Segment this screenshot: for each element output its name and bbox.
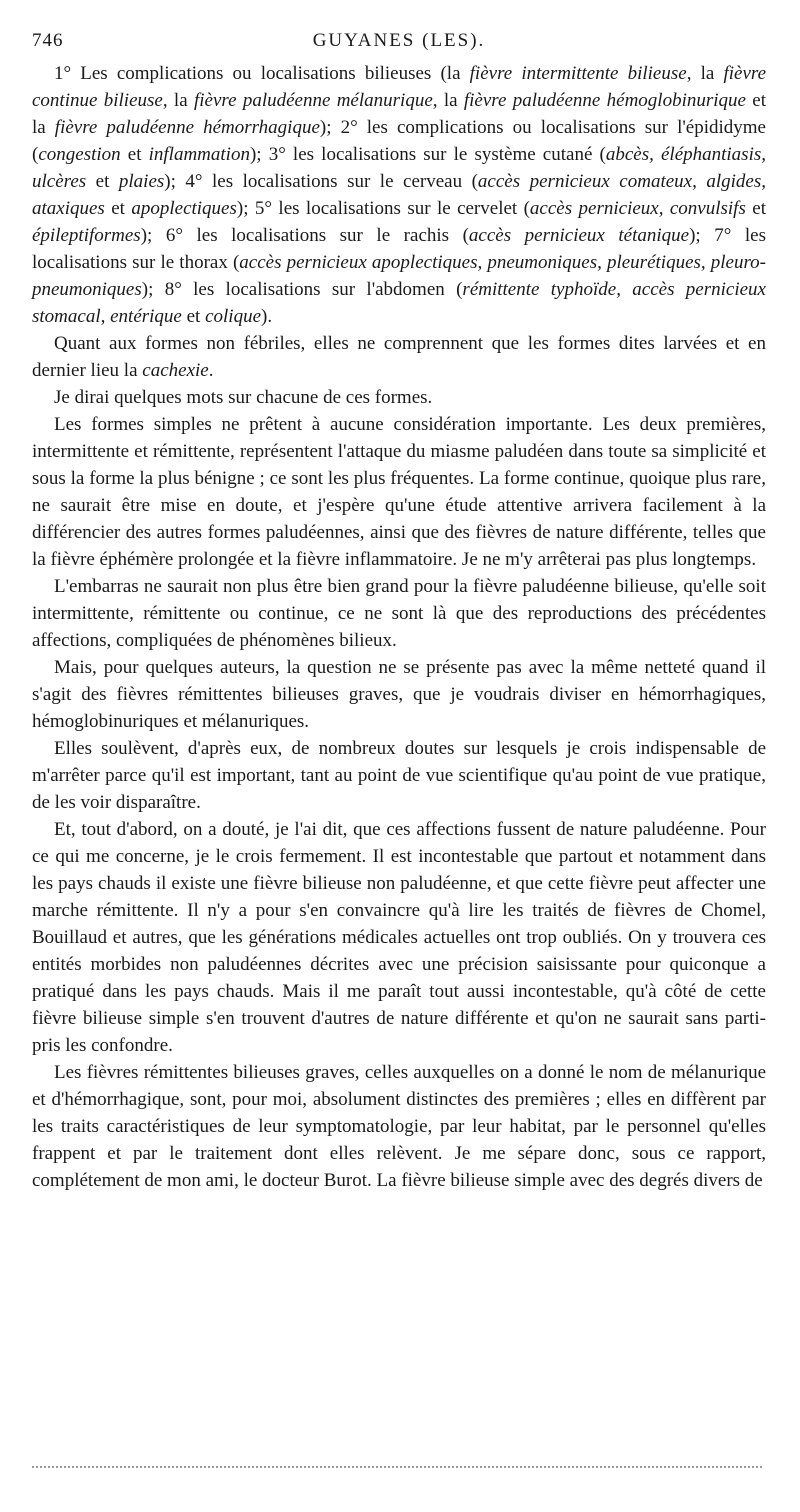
italic-run: fièvre paludéenne mélanurique xyxy=(193,90,433,111)
text-run: Je dirai quelques mots sur chacune de ces formes. xyxy=(54,387,433,408)
italic-run: fièvre paludéenne hémorrhagique xyxy=(54,117,320,138)
italic-run: cachexie xyxy=(142,360,209,381)
text-run: et xyxy=(104,198,132,219)
text-run: ); 6° les localisations sur le rachis ( xyxy=(140,225,469,246)
text-run: Les formes simples ne prêtent à aucune considération importante. Les deux premières, intermittente et rémittente, représentent l'attaque du miasme paludéen dans toute sa simplicité et sous la forme la plus bénigne ; ce sont les plus fréquentes. La forme continue, quoique plus rare, ne saurait être mise en doute, et j'espère qu'une étude attentive arrivera facilement à la différencier des autres formes paludéennes, ainsi que des fièvres de nature différente, telles que la fièvre éphémère prolongée et la fièvre inflammatoire. Je ne m'y arrêterai pas plus longtemps. xyxy=(32,414,766,570)
italic-run: congestion xyxy=(38,144,121,165)
italic-run: abcès, éléphantiasis, ulcères xyxy=(32,144,767,192)
paragraph-2 xyxy=(32,330,766,384)
text-run: ); 2° les complications ou localisations sur l'épididyme ( xyxy=(32,117,766,165)
text-run: et xyxy=(745,198,766,219)
italic-run: plaies xyxy=(118,171,165,192)
footer-dotted-rule xyxy=(32,1466,762,1468)
text-run: ); 4° les localisations sur le cerveau ( xyxy=(164,171,478,192)
text-run: Mais, pour quelques auteurs, la question ne se présente pas avec la même netteté quand il s'agit des fièvres rémittentes bilieuses graves, que je voudrais diviser en hémorrhagiques, hémoglobinuriques et mélanuriques. xyxy=(32,657,766,732)
text-run: et xyxy=(120,144,149,165)
italic-run: colique xyxy=(205,306,262,327)
page-number: 746 xyxy=(32,30,64,51)
text-run: et xyxy=(86,171,119,192)
text-run: L'embarras ne saurait non plus être bien grand pour la fièvre paludéenne bilieuse, qu'elle soit intermittente, rémittente ou continue, ce ne sont là que des reproductions des précédentes affections, compliquées de phénomènes bilieux. xyxy=(32,576,766,651)
text-run: , la xyxy=(686,63,724,84)
italic-run: apoplectiques xyxy=(131,198,237,219)
text-run: ); 7° les localisations sur le thorax ( xyxy=(32,225,766,273)
text-run: 1° Les complications ou localisations bilieuses (la xyxy=(54,63,470,84)
text-run: Quant aux formes non fébriles, elles ne comprennent que les formes dites larvées et en dernier lieu la xyxy=(32,333,766,381)
text-run: ); 8° les localisations sur l'abdomen ( xyxy=(141,279,463,300)
italic-run: rémittente typhoïde, accès pernicieux stomacal, entérique xyxy=(32,279,766,327)
text-run: , la xyxy=(162,90,194,111)
body-text xyxy=(32,60,766,1194)
italic-run: fièvre intermittente bilieuse xyxy=(469,63,687,84)
italic-run: fièvre continue bilieuse xyxy=(32,63,766,111)
italic-run: inflammation xyxy=(148,144,250,165)
text-run: et la xyxy=(32,90,766,138)
text-run: . xyxy=(208,360,214,381)
running-title: GUYANES (LES). xyxy=(312,30,486,51)
paragraph-5 xyxy=(32,573,766,654)
italic-run: accès pernicieux apoplectiques, pneumoniques, pleurétiques, pleuro-pneumoniques xyxy=(32,252,766,300)
paragraph-4 xyxy=(32,411,766,573)
text-run: ); 5° les localisations sur le cervelet ( xyxy=(236,198,530,219)
paragraph-7 xyxy=(32,735,766,816)
paragraph-8 xyxy=(32,816,766,1059)
text-run: ). xyxy=(261,306,273,327)
paragraph-1 xyxy=(32,60,766,330)
book-page xyxy=(32,30,766,1194)
text-run: et xyxy=(181,306,206,327)
italic-run: accès pernicieux comateux, algides, ataxiques xyxy=(32,171,766,219)
paragraph-3 xyxy=(32,384,766,411)
italic-run: épileptiformes xyxy=(32,225,141,246)
text-run: Et, tout d'abord, on a douté, je l'ai dit, que ces affections fussent de nature paludéenne. Pour ce qui me concerne, je le crois fermement. Il est incontestable que partout et notamment dans les pays chauds il existe une fièvre bilieuse non paludéenne, et que cette fièvre peut affecter une marche rémittente. Il n'y a pour s'en convaincre qu'à lire les traités de fièvres de Chomel, Bouillaud et autres, que les générations médicales actuelles ont trop oubliés. On y trouvera ces entités morbides non paludéennes décrites avec une précision saisissante pour quiconque a pratiqué dans les pays chauds. Mais il me paraît tout aussi incontestable, qu'à côté de cette fièvre bilieuse simple s'en trouvent d'autres de nature différente et qu'on ne saurait sans parti-pris les confondre. xyxy=(32,819,766,1056)
text-run: ); 3° les localisations sur le système cutané ( xyxy=(249,144,606,165)
italic-run: fièvre paludéenne hémoglobinurique xyxy=(463,90,746,111)
page-header xyxy=(32,30,766,60)
paragraph-6 xyxy=(32,654,766,735)
italic-run: accès pernicieux, convulsifs xyxy=(529,198,746,219)
text-run: , la xyxy=(432,90,464,111)
paragraph-9 xyxy=(32,1059,766,1194)
italic-run: accès pernicieux tétanique xyxy=(468,225,690,246)
text-run: Les fièvres rémittentes bilieuses graves, celles auxquelles on a donné le nom de mélanurique et d'hémorrhagique, sont, pour moi, absolument distinctes des premières ; elles en diffèrent par les traits caractéristiques de leur symptomatologie, par leur habitat, par le personnel qu'elles frappent et par le traitement dont elles relèvent. Je me sépare donc, sous ce rapport, complétement de mon ami, le docteur Burot. La fièvre bilieuse simple avec des degrés divers de xyxy=(32,1062,766,1191)
text-run: Elles soulèvent, d'après eux, de nombreux doutes sur lesquels je crois indispensable de m'arrêter parce qu'il est important, tant au point de vue scientifique qu'au point de vue pratique, de les voir disparaître. xyxy=(32,738,766,813)
